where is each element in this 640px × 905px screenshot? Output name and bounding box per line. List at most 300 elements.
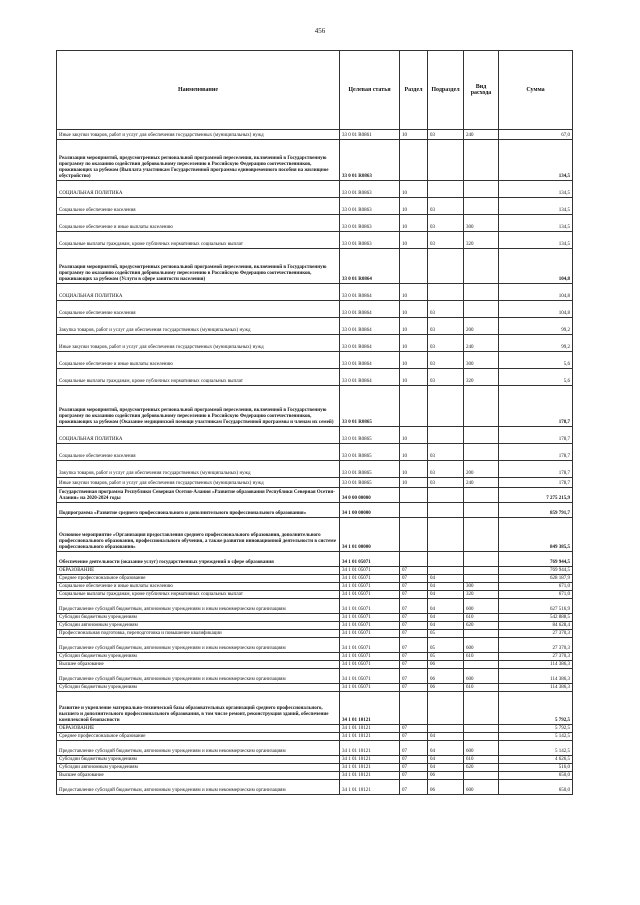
cell-subsection: 03 xyxy=(428,369,464,386)
table-row xyxy=(57,318,573,335)
table-row xyxy=(57,232,573,249)
cell-type: 610 xyxy=(464,614,499,622)
cell-section: 07 xyxy=(400,583,428,591)
cell-sum: 5 792,5 xyxy=(499,692,573,725)
cell-section xyxy=(400,386,428,427)
table-row xyxy=(57,181,573,198)
cell-name: СОЦИАЛЬНАЯ ПОЛИТИКА xyxy=(57,427,340,444)
cell-type xyxy=(464,284,499,301)
cell-name: Подпрограмма «Развитие среднего профессионального и дополнительного профессионального образования» xyxy=(57,503,340,518)
cell-subsection xyxy=(428,552,464,567)
cell-section xyxy=(400,518,428,552)
cell-code: 34 1 01 10121 xyxy=(340,692,400,725)
cell-type: 300 xyxy=(464,215,499,232)
cell-type: 320 xyxy=(464,232,499,249)
cell-code: 34 1 00 00000 xyxy=(340,503,400,518)
cell-sum: 27 370,3 xyxy=(499,630,573,638)
cell-sum: 99,2 xyxy=(499,318,573,335)
cell-sum: 178,7 xyxy=(499,478,573,488)
cell-code: 34 1 01 05071 xyxy=(340,599,400,614)
cell-type xyxy=(464,488,499,503)
cell-code: 33 0 01 R0864 xyxy=(340,301,400,318)
cell-section: 07 xyxy=(400,780,428,795)
cell-name: ОБРАЗОВАНИЕ xyxy=(57,725,340,733)
cell-sum: 114 386,3 xyxy=(499,661,573,669)
cell-type xyxy=(464,181,499,198)
cell-section: 07 xyxy=(400,733,428,741)
cell-name: Высшее образование xyxy=(57,772,340,780)
cell-section: 10 xyxy=(400,130,428,140)
cell-code: 34 1 01 05071 xyxy=(340,591,400,599)
cell-sum: 859 791,7 xyxy=(499,503,573,518)
table-row xyxy=(57,725,573,733)
cell-name: Социальное обеспечение населения xyxy=(57,301,340,318)
cell-subsection xyxy=(428,692,464,725)
cell-type xyxy=(464,427,499,444)
cell-section: 10 xyxy=(400,427,428,444)
cell-type: 300 xyxy=(464,352,499,369)
cell-code: 33 0 01 R0865 xyxy=(340,478,400,488)
cell-sum: 27 370,3 xyxy=(499,638,573,653)
cell-subsection: 04 xyxy=(428,583,464,591)
cell-section: 10 xyxy=(400,478,428,488)
cell-subsection: 03 xyxy=(428,444,464,461)
table-row xyxy=(57,567,573,575)
cell-section: 07 xyxy=(400,567,428,575)
table-row xyxy=(57,780,573,795)
cell-section: 07 xyxy=(400,638,428,653)
cell-name: Социальное обеспечение и иные выплаты населению xyxy=(57,352,340,369)
cell-section: 10 xyxy=(400,335,428,352)
table-row xyxy=(57,684,573,692)
cell-code: 34 1 01 10121 xyxy=(340,756,400,764)
table-row xyxy=(57,140,573,181)
cell-subsection: 06 xyxy=(428,669,464,684)
cell-sum: 178,7 xyxy=(499,461,573,478)
table-body xyxy=(57,130,573,795)
table-row xyxy=(57,772,573,780)
cell-sum: 178,7 xyxy=(499,444,573,461)
cell-code: 34 1 01 05071 xyxy=(340,614,400,622)
cell-subsection: 04 xyxy=(428,733,464,741)
cell-sum: 134,5 xyxy=(499,198,573,215)
cell-name: Реализация мероприятий, предусмотренных региональной программой переселения, включенной в Государственную программу по оказанию содействия добровольному переселению в Российскую Федерацию соотечественников, проживающих за рубежом (Выплата участникам Государственной программы единовременного пособия на жилищное обустройство) xyxy=(57,140,340,181)
cell-code: 34 1 01 05071 xyxy=(340,638,400,653)
cell-name: Социальные выплаты гражданам, кроме публичных нормативных социальных выплат xyxy=(57,369,340,386)
cell-name: Предоставление субсидий бюджетным, автономным учреждениям и иным некоммерческим организациям xyxy=(57,669,340,684)
cell-subsection: 03 xyxy=(428,335,464,352)
cell-sum: 628 187,9 xyxy=(499,575,573,583)
cell-code: 34 1 01 05071 xyxy=(340,669,400,684)
cell-subsection xyxy=(428,567,464,575)
cell-subsection: 04 xyxy=(428,622,464,630)
cell-sum: 671,0 xyxy=(499,583,573,591)
cell-name: Реализация мероприятий, предусмотренных региональной программой переселения, включенной в Государственную программу по оказанию содействия добровольному переселению в Российскую Федерацию соотечественников, проживающих за рубежом (Услуги в сфере занятости населения) xyxy=(57,249,340,284)
header-name: Наименование xyxy=(57,51,340,130)
table-row xyxy=(57,630,573,638)
cell-type: 320 xyxy=(464,369,499,386)
cell-sum: 104,8 xyxy=(499,249,573,284)
cell-name: Государственная программа Республики Северная Осетия-Алания «Развитие образования Республики Северная Осетия-Алания» на 2020-2024 годы xyxy=(57,488,340,503)
cell-type: 600 xyxy=(464,638,499,653)
cell-code: 34 1 01 05071 xyxy=(340,653,400,661)
cell-type: 600 xyxy=(464,599,499,614)
cell-type xyxy=(464,386,499,427)
cell-sum: 627 516,9 xyxy=(499,599,573,614)
cell-sum: 769 944,5 xyxy=(499,552,573,567)
cell-type xyxy=(464,503,499,518)
cell-section xyxy=(400,249,428,284)
cell-type: 620 xyxy=(464,622,499,630)
table-row xyxy=(57,369,573,386)
cell-type xyxy=(464,692,499,725)
cell-subsection xyxy=(428,518,464,552)
cell-sum: 134,5 xyxy=(499,232,573,249)
cell-section: 07 xyxy=(400,764,428,772)
cell-subsection: 06 xyxy=(428,684,464,692)
cell-sum: 671,0 xyxy=(499,591,573,599)
cell-code: 34 1 01 05071 xyxy=(340,575,400,583)
header-section: Раздел xyxy=(400,51,428,130)
cell-subsection: 03 xyxy=(428,198,464,215)
cell-name: Реализация мероприятий, предусмотренных региональной программой переселения, включенной в Государственную программу по оказанию содействия добровольному переселению в Российскую Федерацию соотечественников, проживающих за рубежом (Оказание медицинской помощи участникам Государственной программы и членам их семей) xyxy=(57,386,340,427)
table-row xyxy=(57,284,573,301)
cell-section: 07 xyxy=(400,661,428,669)
cell-section: 10 xyxy=(400,181,428,198)
cell-code: 34 1 01 10121 xyxy=(340,741,400,756)
header-code: Целевая статья xyxy=(340,51,400,130)
cell-code: 33 0 01 R0865 xyxy=(340,427,400,444)
table-row xyxy=(57,518,573,552)
cell-subsection xyxy=(428,427,464,444)
cell-name: Субсидии бюджетным учреждениям xyxy=(57,653,340,661)
cell-sum: 178,7 xyxy=(499,386,573,427)
header-subsection: Подраздел xyxy=(428,51,464,130)
cell-name: Субсидии бюджетным учреждениям xyxy=(57,684,340,692)
cell-sum: 5,6 xyxy=(499,369,573,386)
cell-sum: 7 275 215,9 xyxy=(499,488,573,503)
cell-code: 34 1 01 05071 xyxy=(340,552,400,567)
cell-name: Предоставление субсидий бюджетным, автономным учреждениям и иным некоммерческим организациям xyxy=(57,599,340,614)
cell-name: Закупка товаров, работ и услуг для обеспечения государственных (муниципальных) нужд xyxy=(57,461,340,478)
cell-name: Субсидии бюджетным учреждениям xyxy=(57,756,340,764)
cell-name: Среднее профессиональное образование xyxy=(57,733,340,741)
cell-section: 07 xyxy=(400,614,428,622)
cell-type xyxy=(464,725,499,733)
cell-type xyxy=(464,444,499,461)
table-row xyxy=(57,669,573,684)
cell-section: 10 xyxy=(400,232,428,249)
cell-name: Социальное обеспечение и иные выплаты населению xyxy=(57,583,340,591)
cell-type xyxy=(464,249,499,284)
cell-name: Основное мероприятие «Организация предоставления среднего профессионального образования, дополнительного профессионального образования, профессионального обучения, а также развития инновационной деятельности в системе профессионального образования» xyxy=(57,518,340,552)
table-row xyxy=(57,692,573,725)
cell-subsection: 04 xyxy=(428,741,464,756)
cell-subsection: 06 xyxy=(428,772,464,780)
cell-subsection xyxy=(428,181,464,198)
cell-subsection: 04 xyxy=(428,614,464,622)
table-row xyxy=(57,653,573,661)
cell-type: 240 xyxy=(464,478,499,488)
cell-sum: 5 142,5 xyxy=(499,741,573,756)
cell-section: 10 xyxy=(400,461,428,478)
cell-name: Социальное обеспечение населения xyxy=(57,444,340,461)
cell-subsection: 05 xyxy=(428,630,464,638)
cell-subsection: 03 xyxy=(428,301,464,318)
cell-section: 10 xyxy=(400,215,428,232)
cell-sum: 104,8 xyxy=(499,301,573,318)
cell-section: 07 xyxy=(400,772,428,780)
cell-sum: 134,5 xyxy=(499,215,573,232)
cell-subsection: 04 xyxy=(428,575,464,583)
page-number: 456 xyxy=(314,27,326,35)
cell-sum: 542 888,5 xyxy=(499,614,573,622)
table-row xyxy=(57,661,573,669)
cell-sum: 84 628,4 xyxy=(499,622,573,630)
cell-subsection xyxy=(428,725,464,733)
cell-section xyxy=(400,140,428,181)
cell-code: 33 0 01 R0864 xyxy=(340,335,400,352)
cell-code: 33 0 01 R0864 xyxy=(340,249,400,284)
cell-type: 300 xyxy=(464,583,499,591)
cell-section: 07 xyxy=(400,575,428,583)
cell-code: 33 0 01 R0863 xyxy=(340,215,400,232)
table-row xyxy=(57,461,573,478)
cell-section xyxy=(400,488,428,503)
cell-code: 34 1 01 10121 xyxy=(340,725,400,733)
header-sum: Сумма xyxy=(499,51,573,130)
cell-type xyxy=(464,301,499,318)
cell-code: 33 0 01 R0864 xyxy=(340,284,400,301)
cell-code: 33 0 01 R0865 xyxy=(340,444,400,461)
cell-sum: 134,5 xyxy=(499,181,573,198)
cell-sum: 5,6 xyxy=(499,352,573,369)
cell-code: 33 0 01 R0864 xyxy=(340,318,400,335)
cell-name: Высшее образование xyxy=(57,661,340,669)
cell-section xyxy=(400,552,428,567)
cell-subsection xyxy=(428,140,464,181)
cell-subsection: 04 xyxy=(428,591,464,599)
cell-sum: 99,2 xyxy=(499,335,573,352)
table-row xyxy=(57,552,573,567)
cell-section xyxy=(400,692,428,725)
cell-subsection: 03 xyxy=(428,478,464,488)
table-row xyxy=(57,591,573,599)
cell-type xyxy=(464,772,499,780)
cell-name: Предоставление субсидий бюджетным, автономным учреждениям и иным некоммерческим организациям xyxy=(57,638,340,653)
table-row xyxy=(57,444,573,461)
table-row xyxy=(57,130,573,140)
cell-code: 34 0 00 00000 xyxy=(340,488,400,503)
table-row xyxy=(57,215,573,232)
cell-name: Иные закупки товаров, работ и услуг для обеспечения государственных (муниципальных) нужд xyxy=(57,478,340,488)
cell-name: Субсидии автономным учреждениям xyxy=(57,764,340,772)
cell-section: 10 xyxy=(400,369,428,386)
cell-sum: 114 386,3 xyxy=(499,669,573,684)
cell-type xyxy=(464,552,499,567)
cell-section: 07 xyxy=(400,630,428,638)
cell-sum: 67,0 xyxy=(499,130,573,140)
cell-name: Профессиональная подготовка, переподготовка и повышение квалификации xyxy=(57,630,340,638)
table-row xyxy=(57,427,573,444)
table-row xyxy=(57,733,573,741)
table-header-row xyxy=(57,51,573,130)
table-row xyxy=(57,503,573,518)
table-row xyxy=(57,599,573,614)
cell-code: 34 1 01 10121 xyxy=(340,733,400,741)
cell-code: 33 0 01 R0864 xyxy=(340,352,400,369)
cell-name: Среднее профессиональное образование xyxy=(57,575,340,583)
cell-type xyxy=(464,661,499,669)
cell-type: 240 xyxy=(464,130,499,140)
cell-code: 33 0 01 R0865 xyxy=(340,461,400,478)
cell-type: 620 xyxy=(464,764,499,772)
cell-sum: 4 626,5 xyxy=(499,756,573,764)
cell-code: 34 1 01 05071 xyxy=(340,583,400,591)
cell-type: 610 xyxy=(464,684,499,692)
cell-subsection xyxy=(428,503,464,518)
cell-sum: 769 944,5 xyxy=(499,567,573,575)
cell-sum: 114 386,3 xyxy=(499,684,573,692)
cell-sum: 178,7 xyxy=(499,427,573,444)
cell-name: СОЦИАЛЬНАЯ ПОЛИТИКА xyxy=(57,284,340,301)
cell-code: 34 1 01 10121 xyxy=(340,772,400,780)
cell-type: 200 xyxy=(464,461,499,478)
cell-section: 10 xyxy=(400,198,428,215)
cell-section: 07 xyxy=(400,669,428,684)
cell-type xyxy=(464,198,499,215)
cell-code: 33 0 01 R0865 xyxy=(340,386,400,427)
table-row xyxy=(57,301,573,318)
cell-section: 07 xyxy=(400,599,428,614)
cell-name: Субсидии бюджетным учреждениям xyxy=(57,614,340,622)
cell-type: 600 xyxy=(464,669,499,684)
cell-type xyxy=(464,518,499,552)
table-row xyxy=(57,583,573,591)
cell-name: Закупка товаров, работ и услуг для обеспечения государственных (муниципальных) нужд xyxy=(57,318,340,335)
cell-code: 34 1 01 05071 xyxy=(340,567,400,575)
table-row xyxy=(57,386,573,427)
cell-type xyxy=(464,630,499,638)
cell-section: 07 xyxy=(400,756,428,764)
cell-name: Субсидии автономным учреждениям xyxy=(57,622,340,630)
cell-sum: 849 385,5 xyxy=(499,518,573,552)
table-row xyxy=(57,198,573,215)
cell-subsection: 05 xyxy=(428,653,464,661)
cell-code: 33 0 01 R0863 xyxy=(340,198,400,215)
cell-section: 07 xyxy=(400,622,428,630)
cell-subsection: 03 xyxy=(428,130,464,140)
table-row xyxy=(57,249,573,284)
cell-code: 33 0 01 R0863 xyxy=(340,140,400,181)
cell-name: Социальное обеспечение населения xyxy=(57,198,340,215)
cell-section: 10 xyxy=(400,301,428,318)
cell-subsection: 06 xyxy=(428,661,464,669)
cell-sum: 650,0 xyxy=(499,780,573,795)
cell-name: Иные закупки товаров, работ и услуг для обеспечения государственных (муниципальных) нужд xyxy=(57,130,340,140)
cell-code: 34 1 01 05071 xyxy=(340,661,400,669)
table-row xyxy=(57,488,573,503)
cell-name: Предоставление субсидий бюджетным, автономным учреждениям и иным некоммерческим организациям xyxy=(57,741,340,756)
cell-type: 320 xyxy=(464,591,499,599)
cell-section: 10 xyxy=(400,444,428,461)
cell-code: 34 1 01 05071 xyxy=(340,630,400,638)
cell-subsection: 03 xyxy=(428,232,464,249)
cell-type: 600 xyxy=(464,741,499,756)
cell-section: 10 xyxy=(400,352,428,369)
table-row xyxy=(57,478,573,488)
cell-subsection: 06 xyxy=(428,780,464,795)
cell-name: Иные закупки товаров, работ и услуг для обеспечения государственных (муниципальных) нужд xyxy=(57,335,340,352)
cell-section: 10 xyxy=(400,284,428,301)
cell-name: Социальные выплаты гражданам, кроме публичных нормативных социальных выплат xyxy=(57,232,340,249)
cell-sum: 27 370,3 xyxy=(499,653,573,661)
cell-name: Обеспечение деятельности (оказание услуг) государственных учреждений в сфере образования xyxy=(57,552,340,567)
table-row xyxy=(57,764,573,772)
table-row xyxy=(57,622,573,630)
cell-subsection: 04 xyxy=(428,764,464,772)
cell-type: 610 xyxy=(464,653,499,661)
cell-code: 33 0 01 R0864 xyxy=(340,369,400,386)
cell-sum: 650,0 xyxy=(499,772,573,780)
table-row xyxy=(57,614,573,622)
cell-name: ОБРАЗОВАНИЕ xyxy=(57,567,340,575)
cell-subsection xyxy=(428,386,464,427)
cell-sum: 104,8 xyxy=(499,284,573,301)
cell-code: 34 1 01 10121 xyxy=(340,764,400,772)
table-row xyxy=(57,335,573,352)
cell-subsection: 03 xyxy=(428,461,464,478)
cell-section: 07 xyxy=(400,725,428,733)
cell-subsection: 03 xyxy=(428,215,464,232)
cell-section: 07 xyxy=(400,684,428,692)
cell-type xyxy=(464,567,499,575)
cell-type: 200 xyxy=(464,318,499,335)
cell-sum: 5 142,5 xyxy=(499,733,573,741)
cell-code: 33 0 01 R0861 xyxy=(340,130,400,140)
cell-subsection: 05 xyxy=(428,638,464,653)
cell-type: 610 xyxy=(464,756,499,764)
cell-name: Социальное обеспечение и иные выплаты населению xyxy=(57,215,340,232)
cell-code: 34 1 01 10121 xyxy=(340,780,400,795)
cell-subsection xyxy=(428,249,464,284)
table-row xyxy=(57,638,573,653)
cell-code: 34 1 01 00000 xyxy=(340,518,400,552)
cell-sum: 134,5 xyxy=(499,140,573,181)
cell-type: 600 xyxy=(464,780,499,795)
cell-section: 07 xyxy=(400,741,428,756)
cell-type xyxy=(464,575,499,583)
cell-code: 34 1 01 05071 xyxy=(340,622,400,630)
cell-subsection xyxy=(428,488,464,503)
cell-type: 240 xyxy=(464,335,499,352)
cell-subsection: 04 xyxy=(428,756,464,764)
budget-table xyxy=(56,50,573,795)
cell-name: СОЦИАЛЬНАЯ ПОЛИТИКА xyxy=(57,181,340,198)
cell-sum: 5 792,5 xyxy=(499,725,573,733)
cell-subsection: 03 xyxy=(428,318,464,335)
table-row xyxy=(57,756,573,764)
cell-subsection xyxy=(428,284,464,301)
cell-section: 10 xyxy=(400,318,428,335)
cell-subsection: 04 xyxy=(428,599,464,614)
table-row xyxy=(57,575,573,583)
cell-code: 33 0 01 R0863 xyxy=(340,232,400,249)
cell-type xyxy=(464,140,499,181)
cell-section xyxy=(400,503,428,518)
cell-sum: 516,0 xyxy=(499,764,573,772)
cell-name: Социальные выплаты гражданам, кроме публичных нормативных социальных выплат xyxy=(57,591,340,599)
